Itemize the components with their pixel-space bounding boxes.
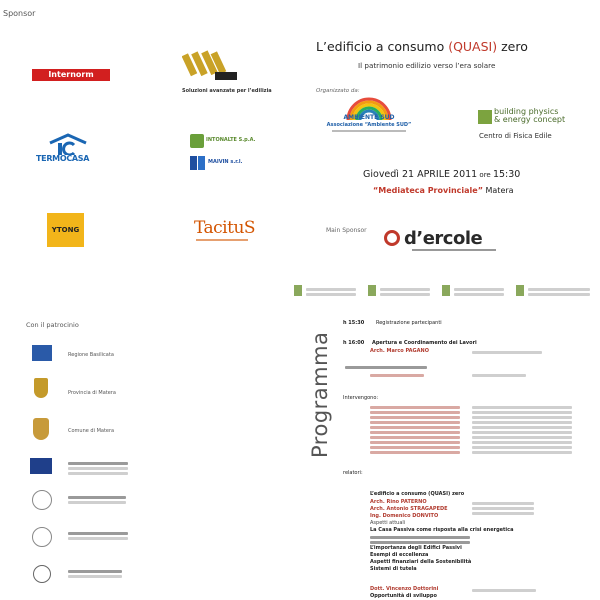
- patronage-item-3: Comune di Matera: [68, 428, 115, 434]
- topic-2: La Casa Passiva come risposta alla crisi energetica: [370, 527, 514, 533]
- topic-3: L’importanza degli Edifici Passivi: [370, 545, 462, 551]
- slot-2-text: Apertura e Coordinamento dei Lavori: [371, 340, 477, 346]
- event-time: 15:30: [492, 169, 521, 180]
- partner-strip: [292, 284, 596, 298]
- centro-label: Centro di Fisica Edile: [479, 132, 552, 140]
- relatori-label: relatori:: [343, 470, 363, 476]
- slot-1-text: Registrazione partecipanti: [375, 320, 442, 326]
- building-physics-line1: building physics: [494, 107, 559, 116]
- ytong-label: YTONG: [51, 226, 80, 234]
- comune-matera-crest: [33, 418, 49, 440]
- termocasa-label: TERMOCASA: [36, 154, 90, 163]
- internorm-logo: [32, 68, 110, 88]
- relatore-3: Ing. Domenico DONVITO: [370, 513, 439, 519]
- event-date-text: Giovedì 21 APRILE 2011: [363, 169, 478, 180]
- title-part-1: L’edificio a consumo: [316, 39, 449, 54]
- topic-4: Esempi di eccellenza: [370, 552, 429, 558]
- termocasa-logo: [36, 133, 106, 165]
- topic-1: Aspetti attuali: [370, 520, 406, 526]
- slot-2: [343, 340, 477, 346]
- slot-1: [343, 320, 442, 326]
- speakers-names: [370, 404, 460, 456]
- dercole-tagline: [412, 249, 496, 251]
- maivin-icon: [190, 155, 206, 169]
- partner-icon-2: [368, 285, 376, 296]
- building-physics-icon: [478, 110, 492, 124]
- vetro-label: Soluzioni avanzate per l’edilizia: [182, 88, 272, 94]
- slot-1-time: h 15:30: [343, 320, 365, 326]
- event-venue: [373, 186, 514, 195]
- building-physics-line2: & energy concept: [494, 115, 566, 124]
- internorm-label: Internorm: [32, 69, 110, 81]
- intonalte-label: INTONALTE S.p.A.: [206, 137, 256, 143]
- topic-6: Sistemi di tutela: [370, 566, 417, 572]
- topic-5: Aspetti finanziari della Sostenibilità: [370, 559, 472, 565]
- dercole-logo: d’ercole: [404, 228, 483, 249]
- venue-name: “Mediateca Provinciale”: [373, 186, 483, 195]
- talk-1-title: L’edificio a consumo (QUASI) zero: [370, 491, 465, 497]
- title-part-2: zero: [497, 39, 528, 54]
- intervengono-label: Intervengono:: [343, 395, 379, 401]
- patronage-item-2: Provincia di Matera: [68, 390, 116, 396]
- event-ore: ore: [477, 171, 493, 179]
- tacitus-logo: TacituS: [194, 218, 256, 238]
- event-date: [363, 169, 520, 180]
- chair-name: Arch. Marco PAGANO: [370, 348, 429, 354]
- ambiente-sud-address: [332, 130, 406, 132]
- partner-icon-1: [294, 285, 302, 296]
- ordine-logo-1: [30, 458, 52, 474]
- dercole-icon: [384, 230, 400, 246]
- provincia-matera-crest: [34, 378, 48, 398]
- ordine-logo-4: [33, 565, 51, 583]
- relatore-1: Arch. Rino PATERNO: [370, 499, 427, 505]
- relatore-2: Arch. Antonio STRAGAPEDE: [370, 506, 448, 512]
- patronage-item-1: Regione Basilicata: [68, 352, 114, 358]
- ambiente-sud-assoc: Associazione “Ambiente SUD”: [326, 122, 412, 128]
- ordine-logo-3: [32, 527, 52, 547]
- partner-icon-4: [516, 285, 524, 296]
- speakers-roles: [472, 404, 572, 456]
- organizers-label: Organizzato da:: [316, 88, 360, 94]
- maivin-label: MAIVIN s.r.l.: [208, 159, 243, 165]
- partner-icon-3: [442, 285, 450, 296]
- sponsor-label: Sponsor: [3, 9, 36, 18]
- vetro-logo: [182, 48, 240, 86]
- main-sponsor-label: Main Sponsor: [326, 227, 367, 234]
- slot-2-time: h 16:00: [343, 340, 365, 346]
- title-highlight: (QUASI): [448, 39, 498, 54]
- venue-city: Matera: [482, 186, 514, 195]
- intonalte-icon: [190, 134, 204, 148]
- ytong-logo: [47, 213, 84, 247]
- page-subtitle: Il patrimonio edilizio verso l’era solare: [358, 61, 496, 70]
- page-title: [316, 39, 528, 54]
- patronage-label: Con il patrocinio: [26, 321, 79, 329]
- ambiente-sud-label: AMBIENTE SUD: [343, 114, 395, 121]
- closing-topic: Opportunità di sviluppo: [370, 593, 437, 599]
- closing-speaker: Dott. Vincenzo Dottorini: [370, 586, 439, 592]
- ordine-logo-2: [32, 490, 52, 510]
- building-physics-label: [494, 108, 565, 124]
- ambiente-sud-logo: [326, 92, 412, 138]
- regione-basilicata-logo: [32, 345, 52, 361]
- programma-title: Programma: [308, 331, 332, 458]
- tacitus-underline: [196, 239, 248, 241]
